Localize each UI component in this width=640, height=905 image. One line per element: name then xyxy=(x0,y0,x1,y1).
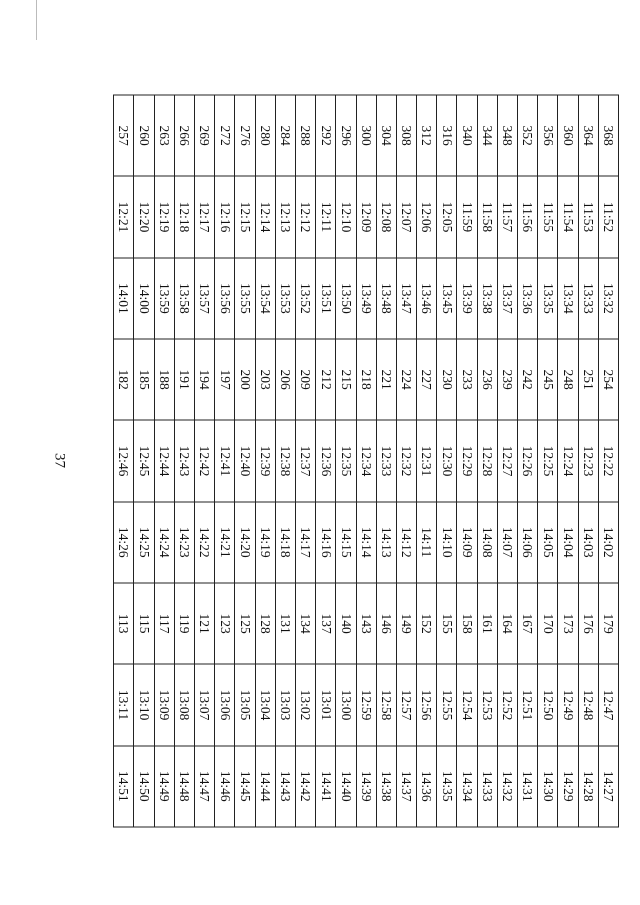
table-cell: 12:14 xyxy=(255,176,275,257)
table-cell: 14:23 xyxy=(174,501,194,582)
table-cell: 227 xyxy=(417,338,437,419)
table-cell: 194 xyxy=(195,338,215,419)
table-cell: 14:01 xyxy=(114,257,135,338)
table-cell: 128 xyxy=(255,582,275,663)
table-cell: 14:47 xyxy=(195,745,215,826)
table-cell: 257 xyxy=(114,95,135,176)
table-cell: 12:42 xyxy=(195,420,215,501)
table-cell: 14:31 xyxy=(518,745,538,826)
table-cell: 149 xyxy=(396,582,416,663)
table-cell: 115 xyxy=(134,582,154,663)
table-cell: 12:23 xyxy=(578,420,598,501)
table-cell: 233 xyxy=(457,338,477,419)
table-cell: 14:48 xyxy=(174,745,194,826)
table-cell: 137 xyxy=(316,582,336,663)
table-cell: 230 xyxy=(437,338,457,419)
table-cell: 269 xyxy=(195,95,215,176)
table-cell: 312 xyxy=(417,95,437,176)
table-cell: 12:55 xyxy=(437,664,457,745)
table-cell: 14:36 xyxy=(417,745,437,826)
table-cell: 14:28 xyxy=(578,745,598,826)
table-cell: 251 xyxy=(578,338,598,419)
table-cell: 12:08 xyxy=(376,176,396,257)
table-cell: 191 xyxy=(174,338,194,419)
table-row xyxy=(134,95,154,827)
table-body xyxy=(114,95,619,827)
table-cell: 14:14 xyxy=(356,501,376,582)
table-row xyxy=(296,95,316,827)
table-cell: 13:50 xyxy=(336,257,356,338)
table-cell: 12:52 xyxy=(497,664,517,745)
table-cell: 11:58 xyxy=(477,176,497,257)
table-cell: 13:53 xyxy=(275,257,295,338)
table-cell: 12:56 xyxy=(417,664,437,745)
table-cell: 13:03 xyxy=(275,664,295,745)
table-cell: 12:54 xyxy=(457,664,477,745)
table-cell: 215 xyxy=(336,338,356,419)
table-cell: 13:10 xyxy=(134,664,154,745)
table-cell: 266 xyxy=(174,95,194,176)
table-cell: 304 xyxy=(376,95,396,176)
table-cell: 12:22 xyxy=(598,420,618,501)
table-cell: 263 xyxy=(154,95,174,176)
table-cell: 12:24 xyxy=(558,420,578,501)
table-row xyxy=(437,95,457,827)
table-cell: 14:04 xyxy=(558,501,578,582)
table-cell: 218 xyxy=(356,338,376,419)
table-cell: 14:29 xyxy=(558,745,578,826)
table-cell: 121 xyxy=(195,582,215,663)
table-cell: 14:50 xyxy=(134,745,154,826)
table-cell: 260 xyxy=(134,95,154,176)
table-cell: 14:22 xyxy=(195,501,215,582)
table-cell: 13:05 xyxy=(235,664,255,745)
table-row xyxy=(275,95,295,827)
table-cell: 182 xyxy=(114,338,135,419)
table-cell: 221 xyxy=(376,338,396,419)
table-cell: 12:37 xyxy=(296,420,316,501)
table-cell: 119 xyxy=(174,582,194,663)
table-cell: 12:41 xyxy=(215,420,235,501)
table-cell: 12:47 xyxy=(598,664,618,745)
table-cell: 12:25 xyxy=(538,420,558,501)
table-cell: 14:11 xyxy=(417,501,437,582)
table-cell: 364 xyxy=(578,95,598,176)
table-cell: 14:40 xyxy=(336,745,356,826)
table-cell: 13:54 xyxy=(255,257,275,338)
table-row xyxy=(154,95,174,827)
table-cell: 13:06 xyxy=(215,664,235,745)
table-cell: 12:44 xyxy=(154,420,174,501)
table-cell: 13:07 xyxy=(195,664,215,745)
table-cell: 167 xyxy=(518,582,538,663)
table-cell: 14:45 xyxy=(235,745,255,826)
table-cell: 288 xyxy=(296,95,316,176)
table-cell: 13:49 xyxy=(356,257,376,338)
table-cell: 113 xyxy=(114,582,135,663)
table-cell: 12:32 xyxy=(396,420,416,501)
table-cell: 272 xyxy=(215,95,235,176)
table-cell: 11:57 xyxy=(497,176,517,257)
table-cell: 13:48 xyxy=(376,257,396,338)
table-cell: 239 xyxy=(497,338,517,419)
table-cell: 131 xyxy=(275,582,295,663)
table-cell: 12:29 xyxy=(457,420,477,501)
table-cell: 14:16 xyxy=(316,501,336,582)
table-cell: 13:47 xyxy=(396,257,416,338)
table-row xyxy=(376,95,396,827)
table-cell: 14:02 xyxy=(598,501,618,582)
table-cell: 11:52 xyxy=(598,176,618,257)
table-cell: 12:53 xyxy=(477,664,497,745)
table-cell: 13:37 xyxy=(497,257,517,338)
table-row xyxy=(215,95,235,827)
table-row xyxy=(255,95,275,827)
table-cell: 209 xyxy=(296,338,316,419)
table-cell: 12:16 xyxy=(215,176,235,257)
table-cell: 292 xyxy=(316,95,336,176)
table-cell: 12:58 xyxy=(376,664,396,745)
table-cell: 13:57 xyxy=(195,257,215,338)
table-cell: 12:05 xyxy=(437,176,457,257)
table-cell: 152 xyxy=(417,582,437,663)
table-row xyxy=(558,95,578,827)
table-cell: 12:38 xyxy=(275,420,295,501)
table-cell: 12:59 xyxy=(356,664,376,745)
page-number: 37 xyxy=(51,453,68,468)
table-cell: 368 xyxy=(598,95,618,176)
table-cell: 12:48 xyxy=(578,664,598,745)
table-cell: 14:15 xyxy=(336,501,356,582)
table-row xyxy=(396,95,416,827)
table-cell: 14:35 xyxy=(437,745,457,826)
table-cell: 12:17 xyxy=(195,176,215,257)
table-cell: 13:46 xyxy=(417,257,437,338)
table-cell: 300 xyxy=(356,95,376,176)
table-cell: 12:30 xyxy=(437,420,457,501)
table-cell: 143 xyxy=(356,582,376,663)
table-row xyxy=(316,95,336,827)
table-row xyxy=(598,95,618,827)
table-cell: 14:26 xyxy=(114,501,135,582)
table-cell: 12:27 xyxy=(497,420,517,501)
table-cell: 14:41 xyxy=(316,745,336,826)
table-cell: 12:35 xyxy=(336,420,356,501)
table-cell: 206 xyxy=(275,338,295,419)
table-cell: 13:11 xyxy=(114,664,135,745)
table-cell: 197 xyxy=(215,338,235,419)
table-cell: 12:20 xyxy=(134,176,154,257)
table-cell: 13:45 xyxy=(437,257,457,338)
table-cell: 170 xyxy=(538,582,558,663)
table-cell: 13:56 xyxy=(215,257,235,338)
table-cell: 176 xyxy=(578,582,598,663)
table-cell: 11:59 xyxy=(457,176,477,257)
table-cell: 212 xyxy=(316,338,336,419)
table-container xyxy=(113,94,619,827)
table-cell: 13:51 xyxy=(316,257,336,338)
table-cell: 14:24 xyxy=(154,501,174,582)
table-cell: 14:43 xyxy=(275,745,295,826)
table-cell: 14:12 xyxy=(396,501,416,582)
table-cell: 14:05 xyxy=(538,501,558,582)
table-cell: 12:28 xyxy=(477,420,497,501)
table-cell: 146 xyxy=(376,582,396,663)
table-cell: 242 xyxy=(518,338,538,419)
table-cell: 14:39 xyxy=(356,745,376,826)
table-cell: 296 xyxy=(336,95,356,176)
table-cell: 14:46 xyxy=(215,745,235,826)
table-cell: 348 xyxy=(497,95,517,176)
table-cell: 12:18 xyxy=(174,176,194,257)
table-cell: 14:37 xyxy=(396,745,416,826)
table-cell: 14:20 xyxy=(235,501,255,582)
table-cell: 13:08 xyxy=(174,664,194,745)
table-cell: 11:56 xyxy=(518,176,538,257)
table-cell: 14:51 xyxy=(114,745,135,826)
table-cell: 12:19 xyxy=(154,176,174,257)
table-cell: 14:38 xyxy=(376,745,396,826)
table-cell: 11:54 xyxy=(558,176,578,257)
table-cell: 13:34 xyxy=(558,257,578,338)
table-cell: 12:11 xyxy=(316,176,336,257)
table-cell: 14:27 xyxy=(598,745,618,826)
table-cell: 13:58 xyxy=(174,257,194,338)
table-cell: 11:53 xyxy=(578,176,598,257)
table-cell: 123 xyxy=(215,582,235,663)
table-cell: 13:39 xyxy=(457,257,477,338)
table-cell: 12:51 xyxy=(518,664,538,745)
data-table xyxy=(113,94,619,827)
table-cell: 12:09 xyxy=(356,176,376,257)
table-cell: 13:38 xyxy=(477,257,497,338)
table-cell: 14:03 xyxy=(578,501,598,582)
table-cell: 12:15 xyxy=(235,176,255,257)
table-cell: 340 xyxy=(457,95,477,176)
table-cell: 12:46 xyxy=(114,420,135,501)
table-cell: 12:40 xyxy=(235,420,255,501)
table-cell: 14:30 xyxy=(538,745,558,826)
table-row xyxy=(538,95,558,827)
table-cell: 254 xyxy=(598,338,618,419)
table-cell: 12:36 xyxy=(316,420,336,501)
table-cell: 245 xyxy=(538,338,558,419)
table-cell: 12:39 xyxy=(255,420,275,501)
table-row xyxy=(417,95,437,827)
table-cell: 200 xyxy=(235,338,255,419)
table-cell: 14:18 xyxy=(275,501,295,582)
table-cell: 276 xyxy=(235,95,255,176)
table-cell: 117 xyxy=(154,582,174,663)
table-cell: 188 xyxy=(154,338,174,419)
table-row xyxy=(518,95,538,827)
table-cell: 14:32 xyxy=(497,745,517,826)
table-row xyxy=(235,95,255,827)
table-cell: 12:33 xyxy=(376,420,396,501)
table-cell: 13:33 xyxy=(578,257,598,338)
table-cell: 12:43 xyxy=(174,420,194,501)
table-cell: 12:12 xyxy=(296,176,316,257)
table-cell: 284 xyxy=(275,95,295,176)
table-cell: 125 xyxy=(235,582,255,663)
table-cell: 360 xyxy=(558,95,578,176)
table-cell: 14:06 xyxy=(518,501,538,582)
table-cell: 14:25 xyxy=(134,501,154,582)
table-cell: 14:19 xyxy=(255,501,275,582)
table-cell: 14:44 xyxy=(255,745,275,826)
table-cell: 14:49 xyxy=(154,745,174,826)
table-cell: 280 xyxy=(255,95,275,176)
table-row xyxy=(578,95,598,827)
table-cell: 14:08 xyxy=(477,501,497,582)
table-cell: 12:06 xyxy=(417,176,437,257)
table-cell: 14:09 xyxy=(457,501,477,582)
table-row xyxy=(457,95,477,827)
table-cell: 14:42 xyxy=(296,745,316,826)
table-cell: 14:00 xyxy=(134,257,154,338)
table-cell: 179 xyxy=(598,582,618,663)
table-cell: 14:07 xyxy=(497,501,517,582)
table-cell: 14:33 xyxy=(477,745,497,826)
table-cell: 140 xyxy=(336,582,356,663)
table-cell: 14:17 xyxy=(296,501,316,582)
table-cell: 12:13 xyxy=(275,176,295,257)
table-cell: 14:13 xyxy=(376,501,396,582)
table-cell: 185 xyxy=(134,338,154,419)
table-cell: 11:55 xyxy=(538,176,558,257)
table-cell: 13:52 xyxy=(296,257,316,338)
table-cell: 203 xyxy=(255,338,275,419)
table-cell: 248 xyxy=(558,338,578,419)
table-cell: 12:45 xyxy=(134,420,154,501)
table-cell: 13:01 xyxy=(316,664,336,745)
table-cell: 164 xyxy=(497,582,517,663)
table-cell: 12:49 xyxy=(558,664,578,745)
table-cell: 12:57 xyxy=(396,664,416,745)
table-cell: 14:10 xyxy=(437,501,457,582)
table-cell: 12:26 xyxy=(518,420,538,501)
table-cell: 158 xyxy=(457,582,477,663)
table-cell: 344 xyxy=(477,95,497,176)
table-cell: 352 xyxy=(518,95,538,176)
table-cell: 13:32 xyxy=(598,257,618,338)
table-cell: 236 xyxy=(477,338,497,419)
table-cell: 13:00 xyxy=(336,664,356,745)
table-cell: 12:50 xyxy=(538,664,558,745)
table-cell: 14:21 xyxy=(215,501,235,582)
table-cell: 12:31 xyxy=(417,420,437,501)
table-cell: 13:35 xyxy=(538,257,558,338)
table-cell: 155 xyxy=(437,582,457,663)
table-cell: 12:34 xyxy=(356,420,376,501)
table-row xyxy=(174,95,194,827)
table-row xyxy=(336,95,356,827)
table-row xyxy=(477,95,497,827)
table-cell: 161 xyxy=(477,582,497,663)
table-cell: 13:55 xyxy=(235,257,255,338)
table-cell: 316 xyxy=(437,95,457,176)
table-cell: 14:34 xyxy=(457,745,477,826)
table-cell: 224 xyxy=(396,338,416,419)
table-cell: 308 xyxy=(396,95,416,176)
table-cell: 13:09 xyxy=(154,664,174,745)
table-cell: 134 xyxy=(296,582,316,663)
table-cell: 12:10 xyxy=(336,176,356,257)
table-row xyxy=(114,95,135,827)
table-cell: 12:21 xyxy=(114,176,135,257)
table-cell: 13:59 xyxy=(154,257,174,338)
table-cell: 173 xyxy=(558,582,578,663)
table-cell: 13:36 xyxy=(518,257,538,338)
table-row xyxy=(356,95,376,827)
table-cell: 13:04 xyxy=(255,664,275,745)
scan-edge-mark xyxy=(36,0,37,40)
table-row xyxy=(497,95,517,827)
table-cell: 12:07 xyxy=(396,176,416,257)
table-cell: 356 xyxy=(538,95,558,176)
table-row xyxy=(195,95,215,827)
table-cell: 13:02 xyxy=(296,664,316,745)
